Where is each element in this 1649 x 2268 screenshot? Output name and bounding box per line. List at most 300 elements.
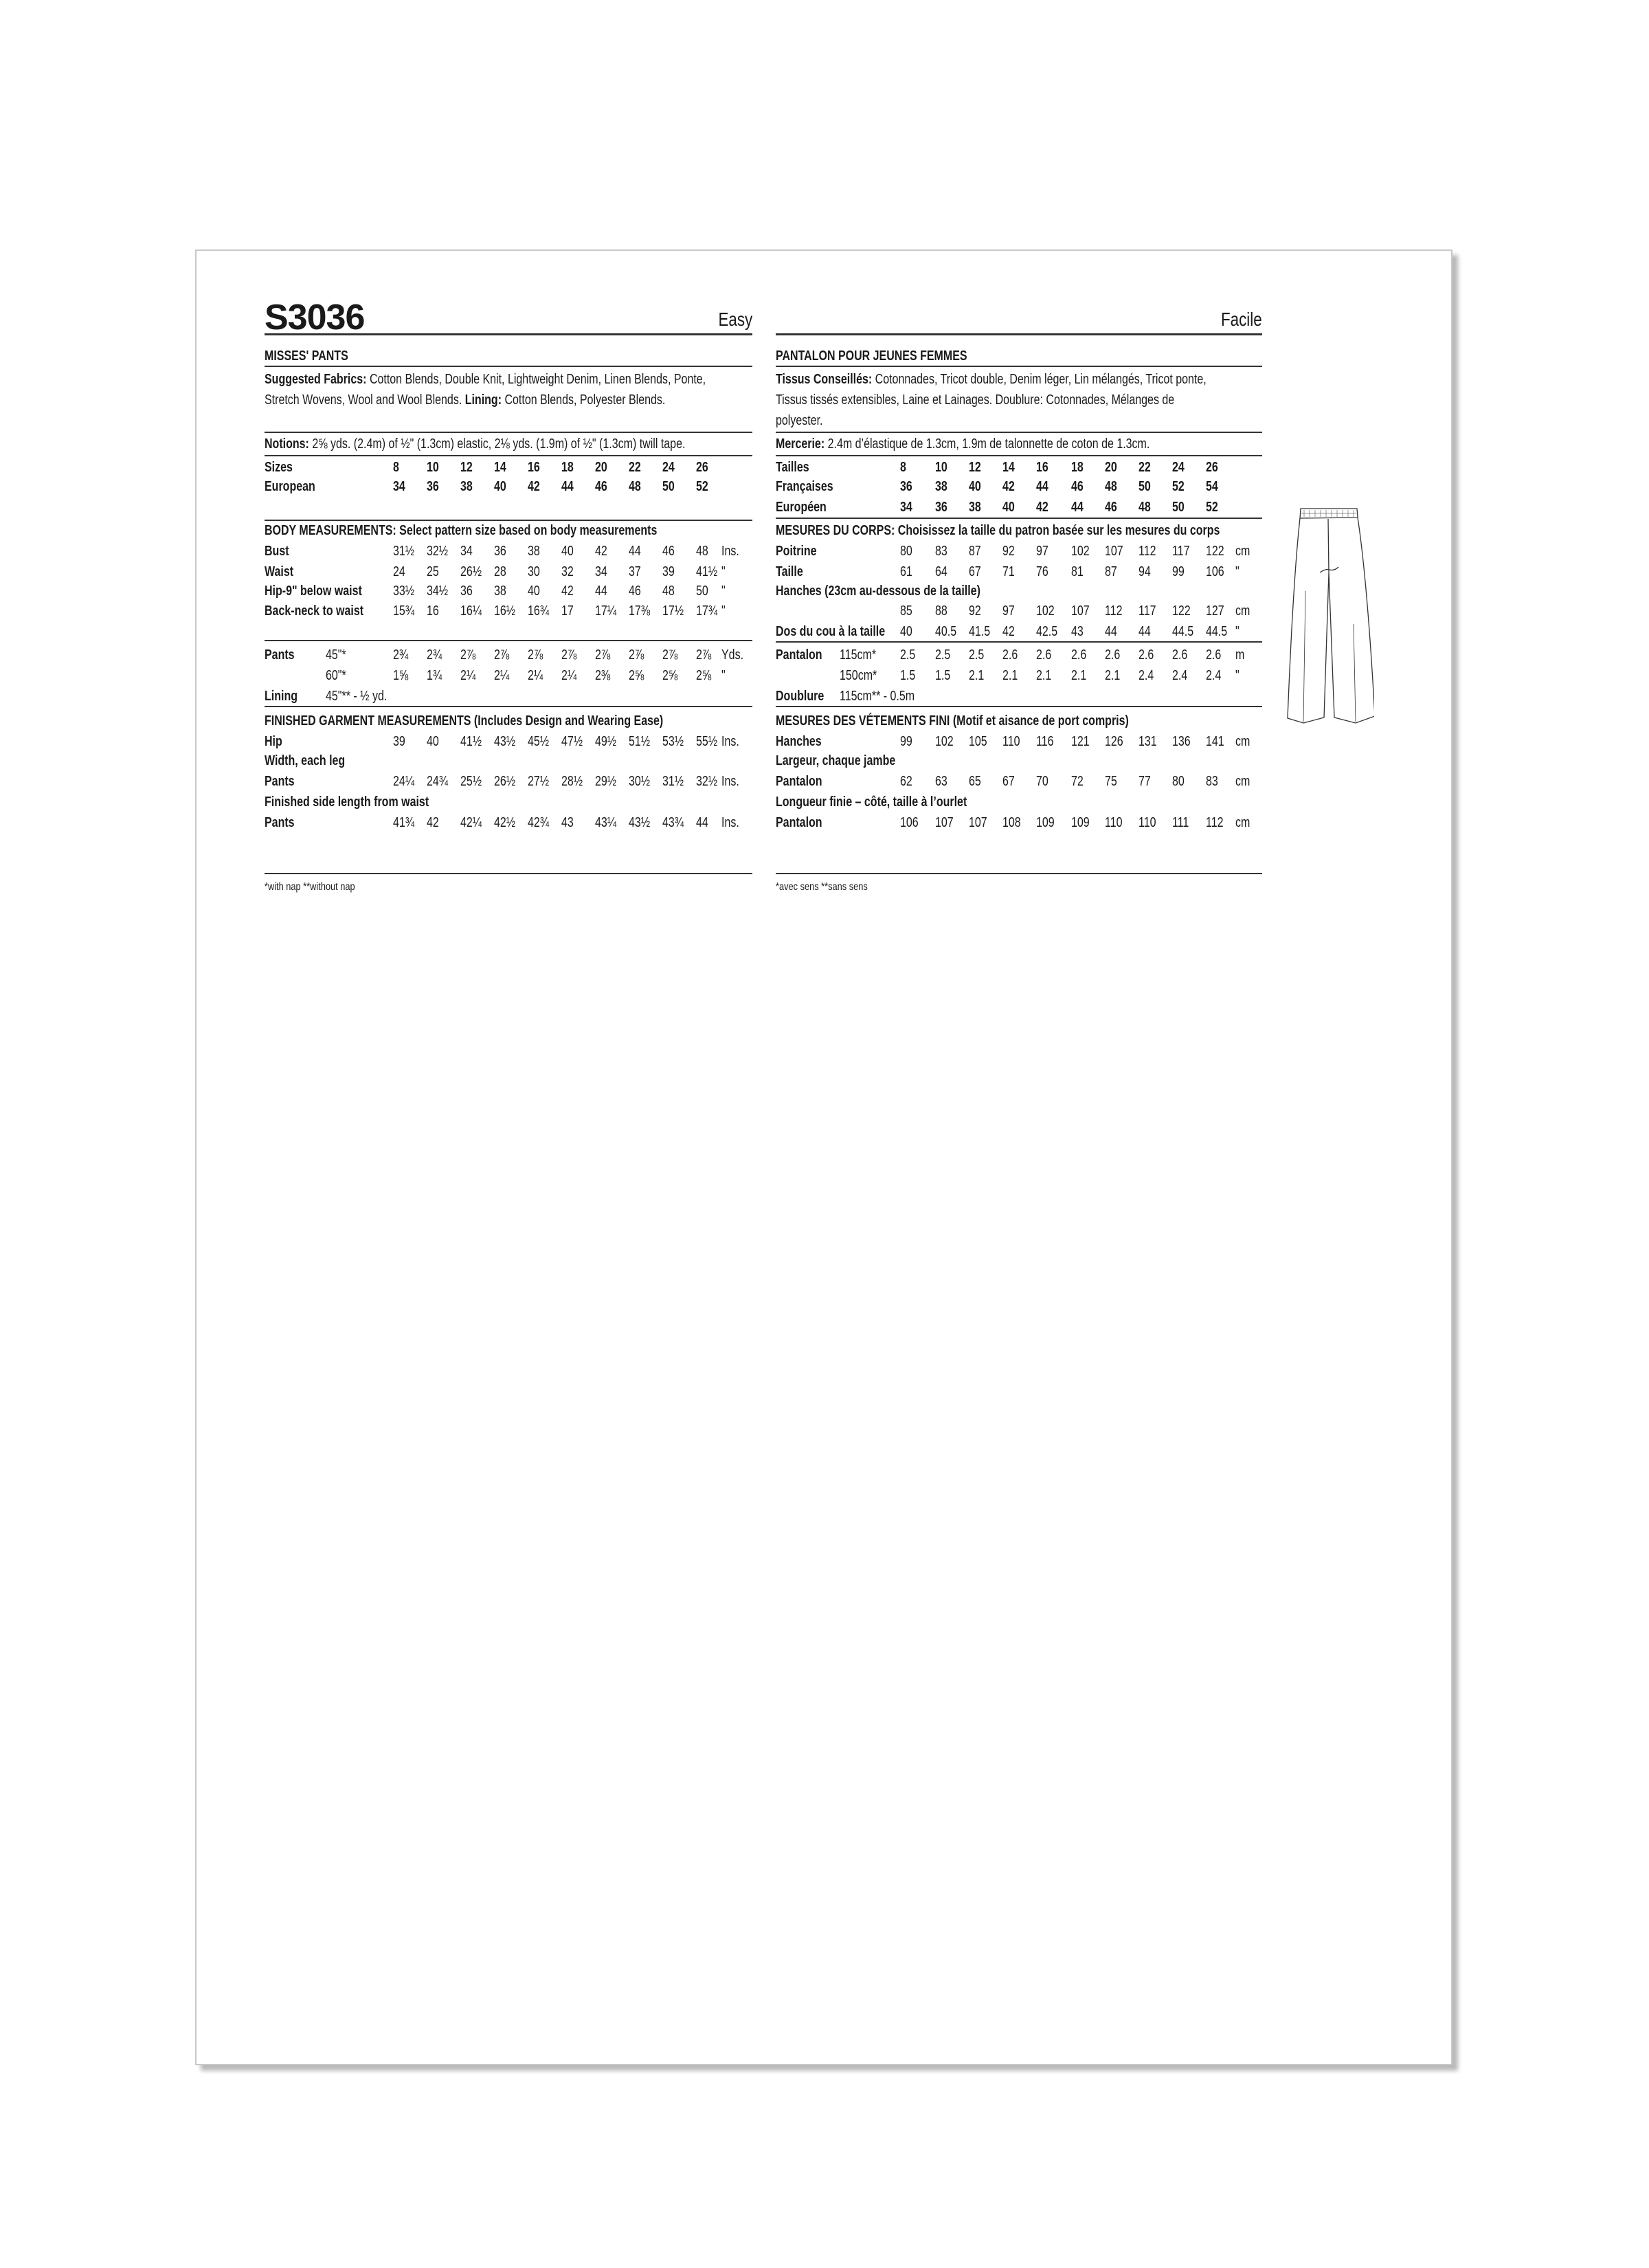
size-value-text: 65 [969,774,981,789]
size-value-text: 20 [595,460,607,475]
pants-back-view-illustration [1285,498,1374,732]
row-label-text: Hip [265,734,282,749]
row-label [265,792,470,812]
size-value-text: 2.1 [1002,668,1018,683]
finished-row [776,792,1262,812]
size-value [1105,732,1128,752]
size-value-text: 87 [969,544,981,559]
row-label [776,458,818,478]
row-label-text: Taille [776,564,803,579]
finished-row [776,732,1262,752]
unit-label-text: " [721,583,726,599]
size-value-text: 42¾ [528,815,550,830]
size-value-text: 44.5 [1172,624,1194,639]
size-value-text: 38 [460,479,473,494]
row-sublabel-text: 60"* [326,668,346,683]
size-value-text: 44 [1036,479,1048,494]
size-value [1002,813,1025,833]
size-value-text: 24 [662,460,675,475]
divider [265,455,752,456]
size-value [427,581,453,601]
finished-row [265,813,752,833]
size-value-text: 40 [900,624,912,639]
size-value [1036,601,1059,621]
size-value [561,601,576,621]
divider [265,706,752,707]
size-value-text: 17 [561,603,574,619]
size-value [969,732,991,752]
unit-label-text: " [721,564,726,579]
size-value-text: 44.5 [1206,624,1228,639]
size-value-text: 24 [1172,460,1185,475]
size-value [1138,542,1160,562]
row-sublabel-text: 45"* [326,647,346,663]
difficulty-level-text: Easy [718,309,752,330]
size-value [1036,622,1063,642]
size-value-text: 17¼ [595,603,617,619]
size-value-text: 42 [561,583,574,599]
size-value [1138,562,1154,582]
size-value [561,477,576,497]
size-value-text: 2.5 [900,647,916,663]
divider [776,333,1262,335]
size-value-text: 49½ [595,734,617,749]
size-value-text: 50 [1172,500,1185,515]
size-value [969,813,991,833]
finished-row [265,732,752,752]
size-value [629,732,655,752]
size-value-text: 116 [1036,734,1054,749]
size-value [935,458,950,478]
size-value [935,732,958,752]
size-value [935,666,954,686]
fabrics-text: Cotonnades, Tricot double, Denim léger, Lin mélangés, Tricot ponte, [875,372,1207,387]
row-label [265,772,302,792]
size-value-text: 72 [1071,774,1084,789]
row-label [776,622,912,642]
body-measurements-header [776,521,1262,541]
row-label-text: European [265,479,315,494]
size-value-text: 44 [595,583,607,599]
size-value-text: 2.4 [1206,668,1222,683]
size-value [629,813,655,833]
fabrics-text: Tissus tissés extensibles, Laine et Lainages. Doublure: Cotonnades, Mélanges de [776,392,1175,408]
row-label [776,581,1031,601]
row-label-text: Pants [265,815,295,830]
size-value-text: 99 [1172,564,1185,579]
size-value [561,732,588,752]
size-value-text: 18 [561,460,574,475]
pattern-title [776,346,1262,366]
size-value-text: 43½ [629,815,651,830]
size-value-text: 42¼ [460,815,482,830]
size-value-text: 47½ [561,734,583,749]
size-value-text: 107 [935,815,954,830]
fabrics-text: Cotton Blends, Double Knit, Lightweight Denim, Linen Blends, Ponte, [369,372,706,387]
size-value-text: 121 [1071,734,1090,749]
size-value [629,772,655,792]
size-value [969,622,996,642]
size-value [393,562,408,582]
size-value [393,813,420,833]
size-value [900,601,915,621]
size-value-text: 63 [935,774,947,789]
size-value-text: 46 [662,544,675,559]
size-value [1105,562,1120,582]
row-label-text: Finished side length from waist [265,794,429,810]
size-value-text: 16½ [494,603,516,619]
size-value [1002,498,1018,518]
size-value [696,645,715,665]
row-label-text: Pantalon [776,647,822,663]
size-value-text: 40 [969,479,981,494]
size-value [1002,732,1024,752]
size-value [1105,542,1128,562]
size-value [1206,622,1233,642]
size-value-text: 26½ [460,564,482,579]
size-value-text: 16 [1036,460,1048,475]
size-value [528,477,543,497]
size-value-text: 16 [528,460,540,475]
size-value [1172,645,1191,665]
size-value-text: 83 [935,544,947,559]
unit-label [721,645,749,665]
size-value-text: 43¾ [662,815,684,830]
size-value-text: 122 [1206,544,1224,559]
size-value-text: 80 [1172,774,1185,789]
row-label [265,477,328,497]
size-value [427,562,442,582]
size-value-text: 136 [1172,734,1191,749]
row-label-text: Françaises [776,479,833,494]
size-value [1002,601,1018,621]
size-value [1002,458,1018,478]
size-value [1002,772,1018,792]
size-value [528,581,543,601]
size-value [427,458,442,478]
size-value-text: 107 [1071,603,1090,619]
suggested-fabrics [776,370,1262,390]
size-value [1002,542,1018,562]
size-value-text: 28 [494,564,506,579]
size-value [1206,562,1229,582]
european-sizes-row [265,477,752,497]
row-sublabel-text: 150cm* [840,668,877,683]
size-value [427,666,446,686]
divider [776,518,1262,519]
size-value-text: 42.5 [1036,624,1058,639]
waist-row [776,562,1262,582]
size-value-text: 76 [1036,564,1048,579]
european-sizes-row [776,498,1262,518]
row-label-text: Lining [265,689,298,704]
size-value [393,645,412,665]
size-value [629,601,655,621]
size-value-text: 2.4 [1138,668,1154,683]
size-value [1172,622,1199,642]
unit-label [1235,542,1254,562]
row-label [776,772,833,792]
size-value [494,645,513,665]
size-value [1105,498,1120,518]
size-value-text: 44 [629,544,641,559]
row-label [776,477,848,497]
finished-measurements-header [265,711,752,731]
size-value-text: 46 [629,583,641,599]
size-value-text: 53½ [662,734,684,749]
size-value [1036,562,1051,582]
unit-label [721,666,726,686]
size-value-text: 46 [1071,479,1084,494]
unit-label-text: cm [1235,734,1250,749]
size-value [427,477,442,497]
size-value [1036,458,1051,478]
unit-label-text: " [721,668,726,683]
unit-label [1235,645,1247,665]
size-value [1206,601,1229,621]
size-value [427,601,442,621]
unit-label-text: " [1235,624,1239,639]
size-value-text: 38 [935,479,947,494]
lining-yardage-row [776,687,1262,707]
row-label-text: Largeur, chaque jambe [776,753,896,768]
size-value-text: 16¼ [460,603,482,619]
row-sublabel [326,645,351,665]
row-label-text: Width, each leg [265,753,346,768]
size-value-text: 34½ [427,583,449,599]
size-value [494,542,509,562]
size-value-text: 2.6 [1002,647,1018,663]
size-value [1036,666,1055,686]
size-value-text: 25½ [460,774,482,789]
footnote [265,877,752,897]
size-value-text: 48 [629,479,641,494]
size-value-text: 32½ [696,774,718,789]
size-value-text: 2⅝ [629,668,644,683]
size-value [494,581,509,601]
size-value [1036,772,1051,792]
size-value [969,666,988,686]
size-value [427,645,446,665]
size-value-text: 48 [1138,500,1151,515]
size-value [1071,542,1094,562]
size-value-text: 38 [494,583,506,599]
size-value-text: 45½ [528,734,550,749]
size-value [528,542,543,562]
size-value [494,601,521,621]
row-label [265,732,287,752]
row-label-text: Hanches [776,734,822,749]
size-value [427,542,453,562]
size-value [935,562,950,582]
row-label [776,542,827,562]
size-value [1206,813,1228,833]
size-value-text: 112 [1206,815,1224,830]
divider [776,706,1262,707]
size-value [696,581,711,601]
notions-text: 2.4m d’élastique de 1.3cm, 1.9m de talonnette de coton de 1.3cm. [827,436,1150,452]
size-value-text: 42½ [494,815,516,830]
size-value [393,732,408,752]
size-value-text: 44 [696,815,708,830]
size-value [1172,666,1191,686]
size-value-text: 15¾ [393,603,415,619]
size-value [696,601,723,621]
size-value [460,772,487,792]
size-value-text: 112 [1138,544,1156,559]
unit-label-text: Ins. [721,544,739,559]
size-value [969,562,984,582]
size-value-text: 107 [1105,544,1123,559]
size-value-text: 18 [1071,460,1084,475]
yardage-row [776,645,1262,665]
size-value [1206,542,1229,562]
size-value-text: 117 [1172,544,1190,559]
size-value-text: 24 [393,564,405,579]
unit-label [721,772,743,792]
size-value [969,645,988,665]
divider [265,640,752,641]
size-value-text: 37 [629,564,641,579]
row-label [776,562,810,582]
unit-label-text: Ins. [721,815,739,830]
size-value-text: 83 [1206,774,1218,789]
size-value [1036,645,1055,665]
size-value [595,645,614,665]
size-value-text: 31½ [662,774,684,789]
size-value-text: 2¼ [460,668,476,683]
size-value-text: 40 [528,583,540,599]
size-value-text: 26 [1206,460,1218,475]
size-value [1071,477,1086,497]
size-value [595,458,610,478]
size-value-text: 29½ [595,774,617,789]
row-label-text: Tailles [776,460,809,475]
size-value [561,813,576,833]
size-value [1036,732,1058,752]
size-value-text: 41½ [696,564,718,579]
size-value-text: 38 [528,544,540,559]
row-label [776,732,833,752]
pattern-number: S3036 [265,298,365,337]
size-value-text: 43 [1071,624,1084,639]
size-value [1071,645,1090,665]
row-label-text: Sizes [265,460,293,475]
size-value [1105,601,1127,621]
fabrics-text: Stretch Wovens, Wool and Wool Blends. [265,392,462,408]
size-value-text: 85 [900,603,912,619]
unit-label-text: " [1235,564,1239,579]
size-value-text: 102 [1071,544,1090,559]
size-value [494,732,521,752]
section-header-text: MESURES DES VÉTEMENTS FINI (Motif et aisance de port compris) [776,713,1129,729]
size-value-text: 24¼ [393,774,415,789]
size-value-text: 44 [1071,500,1084,515]
size-value-text: 81 [1071,564,1084,579]
row-label-text: Pantalon [776,815,822,830]
size-value [662,601,689,621]
size-value [561,458,576,478]
pattern-title [265,346,752,366]
size-value-text: 10 [427,460,439,475]
size-value [595,542,610,562]
size-value [1036,498,1051,518]
unit-label [1235,813,1254,833]
size-value [629,458,644,478]
size-value [595,477,610,497]
size-value-text: 67 [969,564,981,579]
size-value-text: 12 [460,460,473,475]
size-value [494,813,521,833]
size-value [935,645,954,665]
size-value-text: 2.5 [969,647,985,663]
size-value [1172,732,1195,752]
size-value [1071,732,1094,752]
size-value-text: 2⅞ [561,647,577,663]
size-value-text: 2.1 [1105,668,1121,683]
size-value-text: 43½ [494,734,516,749]
row-label [776,687,836,707]
row-label [776,813,833,833]
size-value-text: 26½ [494,774,516,789]
unit-label [721,732,743,752]
size-value [561,645,581,665]
size-value [460,601,487,621]
size-value-text: 2.1 [969,668,985,683]
divider [776,455,1262,456]
body-measurements-header [265,521,752,541]
size-value-text: 71 [1002,564,1015,579]
size-value [969,458,984,478]
size-value-text: 2⅜ [595,668,611,683]
size-value-text: 87 [1105,564,1117,579]
unit-label-text: cm [1235,815,1250,830]
section-header-text: FINISHED GARMENT MEASUREMENTS (Includes Design and Wearing Ease) [265,713,664,729]
size-value-text: 14 [494,460,506,475]
size-value [696,458,711,478]
size-value [1172,562,1187,582]
row-label [265,562,301,582]
suggested-fabrics [265,370,752,390]
size-value-text: 30 [528,564,540,579]
size-value [935,622,962,642]
size-value-text: 42 [427,815,439,830]
size-value-text: 50 [696,583,708,599]
size-value [1138,772,1154,792]
size-value-text: 126 [1105,734,1123,749]
size-value [900,645,919,665]
size-value [595,666,614,686]
divider [265,873,752,874]
footnote-text: *with nap **without nap [265,881,355,893]
size-value [900,732,915,752]
size-value-text: 2⅞ [460,647,476,663]
size-value-text: 41.5 [969,624,991,639]
size-value [1071,562,1086,582]
size-value-text: 2⅞ [595,647,611,663]
unit-label-text: Yds. [721,647,744,663]
size-value [900,813,923,833]
size-value [460,666,480,686]
yardage-row [776,666,1262,686]
size-value [1172,772,1187,792]
yardage-row [265,645,752,665]
size-value-text: 109 [1036,815,1055,830]
suggested-fabrics-cont [265,390,752,410]
size-value-text: 117 [1138,603,1156,619]
size-value-text: 12 [969,460,981,475]
size-value [1206,477,1221,497]
